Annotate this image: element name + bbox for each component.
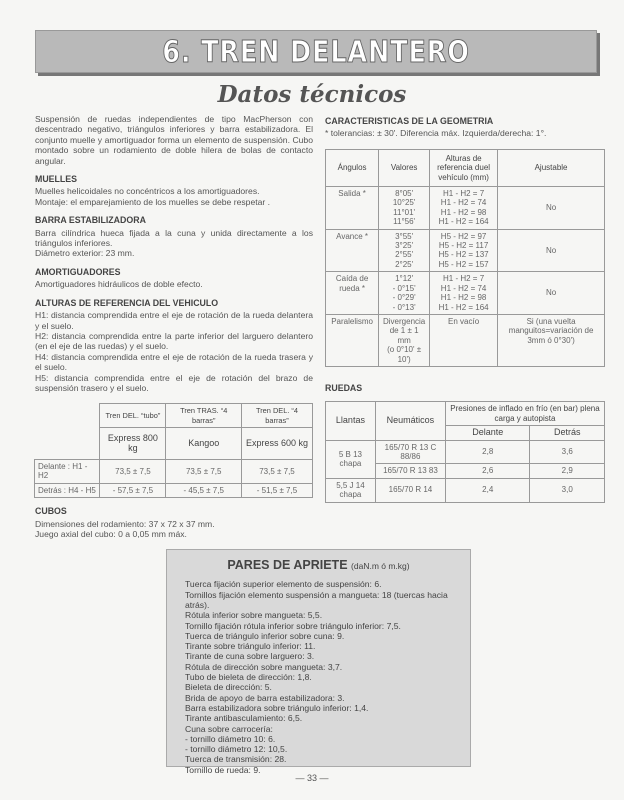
column-header: Valores	[379, 149, 430, 186]
cell-det: 3,6	[530, 440, 605, 464]
table-row	[326, 478, 605, 502]
cell-values: Divergencia de 1 ± 1 mm (o 0°10' ± 10')	[379, 314, 430, 366]
cell-value: - 57,5 ± 7,5	[100, 483, 166, 497]
torque-item: Rótula inferior sobre mangueta: 5,5.	[185, 610, 323, 621]
row-label: Delante : H1 - H2	[35, 459, 100, 483]
cell-adj: No	[498, 229, 605, 272]
right-column	[325, 114, 605, 503]
stabilizer-bar-line: Diámetro exterior: 23 mm.	[35, 248, 135, 259]
cubos-heading: CUBOS	[35, 506, 67, 517]
torque-box	[166, 549, 471, 775]
cell-det: 3,0	[530, 478, 605, 502]
torque-item: Tirante de cuna sobre larguero: 3.	[185, 651, 315, 662]
column-detras: Detrás	[530, 426, 605, 440]
left-sections	[35, 174, 313, 393]
column-type: Tren DEL. “tubo”	[100, 404, 166, 428]
table-row	[326, 187, 605, 230]
table-row	[326, 229, 605, 272]
reference-heights-line: H1: distancia comprendida entre el eje de rotación de la rueda delantera y el suelo.	[35, 310, 313, 331]
torque-heading	[185, 560, 452, 571]
reference-heights-line: H4: distancia comprendida entre el eje de rotación de la rueda trasera y el suelo.	[35, 351, 313, 373]
torque-item: Rótula de dirección sobre mangueta: 3,7.	[185, 661, 343, 672]
shock-absorbers-line: Amortiguadores hidráulicos de doble efecto.	[35, 279, 203, 290]
column-header: Ángulos	[326, 149, 379, 186]
cell-angle: Avance *	[326, 229, 379, 272]
torque-item: Tornillo de rueda: 9.	[185, 764, 261, 775]
torque-item: - tornillo diámetro 12: 10,5.	[185, 744, 288, 755]
torque-item: Brida de apoyo de barra estabilizadora: 3.	[185, 692, 345, 703]
column-model: Express 800 kg	[100, 428, 166, 460]
row-label: Detrás : H4 - H5	[35, 483, 100, 497]
torque-item: Tirante sobre triángulo inferior: 11.	[185, 641, 316, 652]
cell-llanta: 5 B 13 chapa	[326, 440, 376, 478]
geometry-table	[325, 149, 605, 367]
cell-det: 2,9	[530, 464, 605, 478]
wheels-table	[325, 401, 605, 502]
cell-adj: No	[498, 272, 605, 315]
cell-neum: 165/70 R 14	[375, 478, 445, 502]
table-row	[35, 428, 313, 460]
cell-del: 2,8	[445, 440, 530, 464]
title-banner	[35, 30, 597, 73]
column-model: Express 600 kg	[241, 428, 312, 460]
stabilizer-bar-line: Barra cilíndrica hueca fijada a la cuna y unida directamente a los triángulos inferiores.	[35, 227, 313, 249]
reference-heights-line: H2: distancia comprendida entre la parte inferior del larguero delantero (en el eje de las ruedas) y el suelo.	[35, 330, 313, 352]
cell-value: 73,5 ± 7,5	[241, 459, 312, 483]
column-header: Ajustable	[498, 149, 605, 186]
reference-heights-heading: ALTURAS DE REFERENCIA DEL VEHICULO	[35, 297, 219, 308]
table-row	[35, 404, 313, 428]
cell-values: 1°12' - 0°15' - 0°29' - 0°13'	[379, 272, 430, 315]
torque-item: - tornillo diámetro 10: 6.	[185, 733, 276, 744]
left-column	[35, 114, 313, 539]
table-row	[326, 440, 605, 464]
table-row	[326, 314, 605, 366]
column-neumaticos: Neumáticos	[375, 402, 445, 440]
cell-heights: H5 - H2 = 97 H5 - H2 = 117 H5 - H2 = 137 H5 - H2 = 157	[430, 229, 498, 272]
torque-title: PARES DE APRIETE	[227, 558, 348, 572]
table-row	[35, 459, 313, 483]
geometry-heading: CARACTERISTICAS DE LA GEOMETRIA	[325, 116, 494, 126]
empty-cell	[35, 428, 100, 460]
torque-list	[185, 579, 452, 775]
torque-item: Tornillos fijación elemento suspensión a mangueta: 18 (tuercas hacia atrás).	[185, 589, 448, 610]
cell-neum: 165/70 R 13 C 88/86	[375, 440, 445, 464]
section-subtitle: Datos técnicos	[217, 81, 407, 108]
table-row	[326, 272, 605, 315]
torque-item: Tuerca de transmisión: 28.	[185, 754, 287, 765]
springs-heading: MUELLES	[35, 174, 78, 185]
torque-item: Tornillo fijación rótula inferior sobre triángulo inferior: 7,5.	[185, 620, 401, 631]
column-delante: Delante	[445, 426, 530, 440]
cell-heights: En vacío	[430, 314, 498, 366]
cell-angle: Caída de rueda *	[326, 272, 379, 315]
torque-item: Tuerca de triángulo inferior sobre cuna: 9.	[185, 630, 345, 641]
torque-item: Tuerca fijación superior elemento de suspensión: 6.	[185, 579, 382, 590]
cell-del: 2,4	[445, 478, 530, 502]
suspension-heights-table	[34, 403, 313, 498]
geometry-note: * tolerancias: ± 30'. Diferencia máx. Izquierda/derecha: 1°.	[325, 128, 547, 139]
table-row	[326, 149, 605, 186]
table-row	[35, 483, 313, 497]
page-title: 6. TREN DELANTERO	[162, 35, 470, 70]
cell-heights: H1 - H2 = 7 H1 - H2 = 74 H1 - H2 = 98 H1 - H2 = 164	[430, 272, 498, 315]
torque-item: Barra estabilizadora sobre triángulo inferior: 1,4.	[185, 702, 369, 713]
shock-absorbers-heading: AMORTIGUADORES	[35, 266, 121, 277]
page-number: — 33 —	[295, 773, 329, 783]
column-model: Kangoo	[166, 428, 242, 460]
reference-heights-line: H5: distancia comprendida entre el eje de rotación del brazo de suspensión trasero y el suelo.	[35, 372, 313, 393]
stabilizer-bar-heading: BARRA ESTABILIZADORA	[35, 215, 146, 226]
torque-item: Cuna sobre carrocería:	[185, 723, 273, 734]
cell-adj: No	[498, 187, 605, 230]
cell-values: 8°05' 10°25' 11°01' 11°56'	[379, 187, 430, 230]
cell-value: - 45,5 ± 7,5	[166, 483, 242, 497]
cell-values: 3°55' 3°25' 2°55' 2°25'	[379, 229, 430, 272]
torque-item: Tirante antibasculamiento: 6,5.	[185, 713, 303, 724]
cell-angle: Salida *	[326, 187, 379, 230]
cubos-section	[35, 506, 313, 539]
cell-heights: H1 - H2 = 7 H1 - H2 = 74 H1 - H2 = 98 H1 - H2 = 164	[430, 187, 498, 230]
cubos-line: Dimensiones del rodamiento: 37 x 72 x 37 mm.	[35, 518, 215, 529]
column-type: Tren TRAS. “4 barras”	[166, 404, 242, 428]
torque-item: Tubo de bieleta de dirección: 1,8.	[185, 672, 312, 683]
cell-del: 2,6	[445, 464, 530, 478]
torque-unit: (daN.m ó m.kg)	[351, 561, 410, 571]
cell-neum: 165/70 R 13 83	[375, 464, 445, 478]
column-header: Alturas de referencia duel vehículo (mm)	[430, 149, 498, 186]
table-row	[326, 402, 605, 426]
springs-line: Muelles helicoidales no concéntricos a los amortiguadores.	[35, 186, 260, 197]
cell-angle: Paralelismo	[326, 314, 379, 366]
cell-value: 73,5 ± 7,5	[166, 459, 242, 483]
ruedas-heading: RUEDAS	[325, 382, 363, 393]
intro-text: Suspensión de ruedas independientes de tipo MacPherson con descentrado negativo, triángulos inferiores y barra estabilizadora. El conjunto muelle y amortiguador forma un elemento de suspensión. Cubo montado sobre un rodamiento de doble hilera de bolas de contacto angular.	[35, 114, 313, 166]
cell-value: 73,5 ± 7,5	[100, 459, 166, 483]
column-llantas: Llantas	[326, 402, 376, 440]
column-presiones: Presiones de inflado en frío (en bar) plena carga y autopista	[445, 402, 604, 426]
torque-item: Bieleta de dirección: 5.	[185, 682, 272, 693]
cell-llanta: 5,5 J 14 chapa	[326, 478, 376, 502]
cell-adj: Si (una vuelta manguitos=variación de 3mm ó 0°30')	[498, 314, 605, 366]
empty-cell	[35, 404, 100, 428]
cell-value: - 51,5 ± 7,5	[241, 483, 312, 497]
cubos-line: Juego axial del cubo: 0 a 0,05 mm máx.	[35, 529, 187, 539]
column-type: Tren DEL. “4 barras”	[241, 404, 312, 428]
springs-line: Montaje: el emparejamiento de los muelles se debe respetar .	[35, 196, 271, 207]
